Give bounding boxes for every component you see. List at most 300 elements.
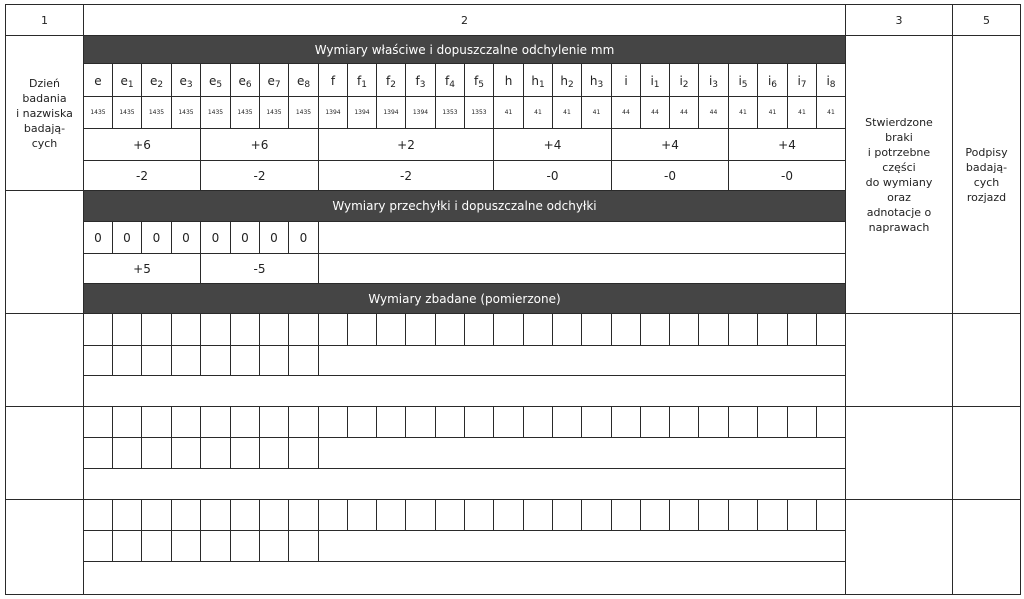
measured-deflection-cell[interactable]	[112, 530, 142, 562]
upper-tolerance-4	[611, 128, 729, 161]
nominal-value-6-text: 1435	[266, 109, 282, 116]
measured-value-cell[interactable]	[318, 313, 348, 346]
lower-tolerance-4	[611, 160, 729, 191]
measured-value-cell[interactable]	[288, 499, 319, 531]
symbol-subscript: 2	[682, 80, 689, 90]
measured-value-cell[interactable]	[405, 406, 436, 438]
lower-tolerance-3	[493, 160, 612, 191]
measured-value-cell[interactable]	[200, 499, 231, 531]
dimension-symbol-text	[797, 74, 806, 90]
measured-value-cell[interactable]	[611, 313, 641, 346]
measured-value-cell[interactable]	[787, 499, 817, 531]
lower-tolerance-2	[318, 160, 494, 191]
nominal-value-17	[581, 96, 612, 129]
dimension-symbol-text	[209, 74, 222, 90]
symbol-subscript: 1	[127, 80, 134, 90]
symbol-base: f	[445, 74, 450, 88]
measured-value-cell[interactable]	[552, 406, 582, 438]
dimension-symbol-text	[826, 74, 835, 90]
column-header-1-text: 1	[41, 13, 48, 27]
upper-tolerance-5-text: +4	[778, 137, 796, 152]
dimension-symbol-4	[200, 63, 231, 97]
lower-tolerance-1	[200, 160, 319, 191]
deflection-tolerance-0	[83, 253, 201, 284]
dimension-symbol-25	[816, 63, 846, 97]
nominal-value-12-text: 1353	[442, 109, 458, 116]
measured-deflection-cell[interactable]	[112, 437, 142, 469]
dimension-symbol-1	[112, 63, 142, 97]
section-title-own-dimensions-text: Wymiary właściwe i dopuszczalne odchylenie mm	[314, 42, 615, 57]
deflection-value-2-text: 0	[152, 230, 161, 245]
measurement-signature-cell-2[interactable]	[952, 499, 1021, 595]
measured-value-cell[interactable]	[523, 499, 553, 531]
measured-value-cell[interactable]	[347, 406, 377, 438]
dimension-symbol-12	[435, 63, 465, 97]
dimension-symbol-text	[357, 74, 367, 90]
deflection-value-3	[171, 221, 201, 254]
defects-notes-label-text: Stwierdzone braki i potrzebne części do wymiany oraz adnotacje o naprawach	[865, 115, 933, 234]
dimension-symbol-text	[331, 74, 335, 90]
measured-remarks-row[interactable]	[83, 468, 846, 500]
upper-tolerance-0	[83, 128, 201, 161]
upper-tolerance-2-text: +2	[397, 137, 415, 152]
deflection-value-0	[83, 221, 113, 254]
lower-tolerance-0-text: -2	[136, 168, 148, 183]
dimension-symbol-8	[318, 63, 348, 97]
dimension-symbol-15	[523, 63, 553, 97]
symbol-base: h	[531, 74, 539, 88]
measured-value-cell[interactable]	[552, 313, 582, 346]
symbol-base: e	[179, 74, 187, 88]
upper-tolerance-0-text: +6	[133, 137, 151, 152]
symbol-base: i	[624, 74, 628, 88]
measured-value-cell[interactable]	[464, 313, 494, 346]
measured-value-cell[interactable]	[141, 406, 172, 438]
measured-deflection-cell[interactable]	[259, 530, 289, 562]
measured-value-cell[interactable]	[112, 313, 142, 346]
measured-value-cell[interactable]	[435, 406, 465, 438]
deflection-tolerance-1	[200, 253, 319, 284]
measured-deflection-cell[interactable]	[259, 345, 289, 376]
symbol-base: i	[650, 74, 654, 88]
symbol-base: h	[504, 74, 513, 88]
upper-tolerance-4-text: +4	[661, 137, 679, 152]
measured-value-cell[interactable]	[376, 406, 406, 438]
nominal-value-16-text: 41	[563, 109, 571, 116]
dimension-symbol-20	[669, 63, 699, 97]
measured-value-cell[interactable]	[464, 499, 494, 531]
column-header-3	[845, 4, 953, 36]
symbol-subscript: 2	[390, 80, 396, 90]
nominal-value-19	[640, 96, 670, 129]
nominal-value-2	[141, 96, 172, 129]
deflection-value-4-text: 0	[211, 230, 220, 245]
symbol-base: e	[238, 74, 246, 88]
dimension-symbol-text	[179, 74, 192, 90]
nominal-value-11-text: 1394	[412, 109, 429, 116]
symbol-subscript: 5	[741, 80, 748, 90]
measured-value-cell[interactable]	[611, 406, 641, 438]
dimension-symbol-16	[552, 63, 582, 97]
deflection-value-6	[259, 221, 289, 254]
measured-deflection-cell[interactable]	[171, 345, 201, 376]
symbol-subscript: 3	[186, 80, 193, 90]
symbol-base: e	[149, 74, 158, 88]
dimension-symbol-text	[238, 74, 251, 90]
measured-value-cell[interactable]	[347, 499, 377, 531]
symbol-subscript: 5	[478, 80, 484, 90]
nominal-value-5-text: 1435	[237, 109, 253, 116]
measurement-date-cell-0[interactable]	[5, 313, 84, 407]
measured-remarks-row[interactable]	[83, 375, 846, 407]
measured-value-cell[interactable]	[698, 406, 729, 438]
nominal-value-3-text: 1435	[178, 109, 194, 116]
nominal-value-14	[493, 96, 524, 129]
measured-value-cell[interactable]	[728, 406, 758, 438]
dimension-symbol-text	[474, 74, 484, 90]
measured-deflection-cell[interactable]	[230, 437, 260, 469]
nominal-value-24-text: 41	[798, 109, 806, 116]
measured-value-cell[interactable]	[200, 313, 231, 346]
measured-remarks-row[interactable]	[83, 561, 846, 595]
measured-value-cell[interactable]	[698, 499, 729, 531]
lower-tolerance-4-text: -0	[664, 168, 676, 183]
nominal-value-15	[523, 96, 553, 129]
dimension-symbol-5	[230, 63, 260, 97]
nominal-value-1	[112, 96, 142, 129]
symbol-base: f	[415, 74, 420, 88]
measured-value-cell[interactable]	[640, 499, 670, 531]
measured-value-cell[interactable]	[230, 406, 260, 438]
nominal-value-6	[259, 96, 289, 129]
dimension-symbol-13	[464, 63, 494, 97]
measured-value-cell[interactable]	[112, 406, 142, 438]
upper-tolerance-3	[493, 128, 612, 161]
dimension-symbol-17	[581, 63, 612, 97]
nominal-value-11	[405, 96, 436, 129]
section-title-own-dimensions	[83, 35, 846, 64]
symbol-base: h	[560, 74, 568, 88]
measured-value-cell[interactable]	[171, 406, 201, 438]
symbol-subscript: 8	[829, 80, 836, 90]
measured-deflection-cell[interactable]	[171, 437, 201, 469]
measured-value-cell[interactable]	[171, 499, 201, 531]
measured-value-cell[interactable]	[376, 313, 406, 346]
deflection-value-7	[288, 221, 319, 254]
symbol-base: f	[357, 74, 362, 88]
measured-deflection-cell[interactable]	[259, 437, 289, 469]
measurement-notes-cell-1[interactable]	[845, 406, 953, 500]
nominal-value-14-text: 41	[504, 109, 513, 116]
dimension-symbol-text	[590, 74, 603, 90]
nominal-value-17-text: 41	[592, 109, 601, 116]
symbol-subscript: 8	[304, 80, 311, 90]
measured-value-cell[interactable]	[347, 313, 377, 346]
nominal-value-7-text: 1435	[295, 109, 312, 116]
nominal-value-12	[435, 96, 465, 129]
nominal-value-4-text: 1435	[207, 109, 224, 116]
measured-value-cell[interactable]	[435, 499, 465, 531]
measured-deflection-cell[interactable]	[112, 345, 142, 376]
measured-value-cell[interactable]	[640, 313, 670, 346]
deflection-value-6-text: 0	[270, 230, 278, 245]
measured-value-cell[interactable]	[669, 499, 699, 531]
nominal-value-0	[83, 96, 113, 129]
dimension-symbol-10	[376, 63, 406, 97]
deflection-value-1-text: 0	[123, 230, 131, 245]
measured-deflection-cell[interactable]	[141, 345, 172, 376]
measured-value-cell[interactable]	[728, 499, 758, 531]
symbol-base: i	[708, 74, 713, 88]
dimension-symbol-6	[259, 63, 289, 97]
nominal-value-19-text: 44	[651, 109, 659, 116]
nominal-value-16	[552, 96, 582, 129]
measured-value-cell[interactable]	[581, 499, 612, 531]
measured-deflection-cell[interactable]	[83, 345, 113, 376]
lower-tolerance-2-text: -2	[400, 168, 412, 183]
symbol-base: i	[738, 74, 742, 88]
dimension-symbol-text	[267, 74, 280, 90]
dimension-symbol-14	[493, 63, 524, 97]
dimension-symbol-text	[445, 74, 455, 90]
dimension-symbol-text	[94, 74, 101, 90]
measured-value-cell[interactable]	[83, 406, 113, 438]
measured-blank-area	[318, 345, 846, 376]
measured-deflection-cell[interactable]	[200, 530, 231, 562]
symbol-base: i	[679, 74, 683, 88]
measurement-notes-cell-0[interactable]	[845, 313, 953, 407]
measured-value-cell[interactable]	[83, 313, 113, 346]
dimension-symbol-text	[386, 74, 396, 90]
measured-value-cell[interactable]	[757, 499, 788, 531]
dimension-symbol-text	[297, 74, 310, 90]
deflection-tolerance-1-text: -5	[253, 261, 266, 276]
nominal-value-20-text: 44	[680, 109, 688, 116]
measured-value-cell[interactable]	[230, 313, 260, 346]
symbol-subscript: 5	[216, 80, 223, 90]
measurement-date-cell-1[interactable]	[5, 406, 84, 500]
symbol-base: e	[267, 74, 275, 88]
dimension-symbol-19	[640, 63, 670, 97]
measurement-signature-cell-0[interactable]	[952, 313, 1021, 407]
measured-value-cell[interactable]	[640, 406, 670, 438]
measured-value-cell[interactable]	[787, 313, 817, 346]
nominal-value-8	[318, 96, 348, 129]
measured-value-cell[interactable]	[405, 313, 436, 346]
nominal-value-10	[376, 96, 406, 129]
measured-value-cell[interactable]	[816, 499, 846, 531]
nominal-value-2-text: 1435	[148, 109, 165, 116]
nominal-value-18	[611, 96, 641, 129]
measurement-signature-cell-1[interactable]	[952, 406, 1021, 500]
symbol-subscript: 2	[567, 80, 574, 90]
section-title-deflections-text: Wymiary przechyłki i dopuszczalne odchyłki	[332, 199, 597, 213]
measured-value-cell[interactable]	[787, 406, 817, 438]
measured-value-cell[interactable]	[581, 313, 612, 346]
deflection-value-3-text: 0	[182, 230, 190, 245]
measured-value-cell[interactable]	[493, 313, 524, 346]
nominal-value-22	[728, 96, 758, 129]
measured-value-cell[interactable]	[698, 313, 729, 346]
measured-value-cell[interactable]	[405, 499, 436, 531]
upper-tolerance-1-text: +6	[250, 137, 269, 152]
nominal-value-3	[171, 96, 201, 129]
measured-deflection-cell[interactable]	[141, 530, 172, 562]
measured-value-cell[interactable]	[318, 499, 348, 531]
measured-value-cell[interactable]	[288, 406, 319, 438]
dimension-symbol-text	[531, 74, 544, 90]
measured-value-cell[interactable]	[83, 499, 113, 531]
measured-deflection-cell[interactable]	[288, 530, 319, 562]
dimension-symbol-22	[728, 63, 758, 97]
symbol-base: e	[296, 74, 305, 88]
measured-deflection-cell[interactable]	[83, 437, 113, 469]
nominal-value-9	[347, 96, 377, 129]
dimension-symbol-text	[650, 74, 659, 90]
nominal-value-25-text: 41	[827, 109, 835, 116]
dimension-symbol-9	[347, 63, 377, 97]
measured-value-cell[interactable]	[259, 499, 289, 531]
measured-value-cell[interactable]	[376, 499, 406, 531]
measured-value-cell[interactable]	[581, 406, 612, 438]
measured-value-cell[interactable]	[259, 313, 289, 346]
lower-tolerance-5-text: -0	[781, 168, 793, 183]
column-header-1	[5, 4, 84, 36]
measured-deflection-cell[interactable]	[200, 437, 231, 469]
measured-value-cell[interactable]	[552, 499, 582, 531]
symbol-base: e	[120, 74, 128, 88]
nominal-value-23-text: 41	[768, 109, 777, 116]
lower-tolerance-5	[728, 160, 846, 191]
measured-value-cell[interactable]	[230, 499, 260, 531]
measured-deflection-cell[interactable]	[288, 345, 319, 376]
measured-value-cell[interactable]	[816, 313, 846, 346]
measured-value-cell[interactable]	[141, 499, 172, 531]
deflection-value-7-text: 0	[299, 230, 308, 245]
symbol-subscript: 2	[157, 80, 164, 90]
symbol-subscript: 7	[274, 80, 281, 90]
measured-value-cell[interactable]	[318, 406, 348, 438]
measured-value-cell[interactable]	[523, 406, 553, 438]
measurement-notes-cell-2[interactable]	[845, 499, 953, 595]
measured-deflection-cell[interactable]	[288, 437, 319, 469]
measured-value-cell[interactable]	[757, 313, 788, 346]
measured-value-cell[interactable]	[669, 313, 699, 346]
symbol-base: e	[94, 74, 102, 88]
measured-value-cell[interactable]	[200, 406, 231, 438]
measured-deflection-cell[interactable]	[171, 530, 201, 562]
deflection-tolerance-blank	[318, 253, 846, 284]
deflection-tolerance-0-text: +5	[133, 261, 151, 276]
dimension-symbol-text	[768, 74, 777, 90]
inspection-date-names-label	[5, 35, 84, 191]
measured-value-cell[interactable]	[523, 313, 553, 346]
dimension-symbol-2	[141, 63, 172, 97]
deflection-value-5-text: 0	[241, 230, 249, 245]
measured-blank-area	[318, 437, 846, 469]
symbol-subscript: 1	[361, 80, 367, 90]
measurement-date-cell-2[interactable]	[5, 499, 84, 595]
nominal-value-1-text: 1435	[119, 109, 135, 116]
dimension-symbol-3	[171, 63, 201, 97]
signatures-label	[952, 35, 1021, 314]
symbol-subscript: 3	[597, 80, 604, 90]
measured-value-cell[interactable]	[288, 313, 319, 346]
measured-blank-area	[318, 530, 846, 562]
symbol-base: f	[386, 74, 391, 88]
dimension-symbol-text	[416, 74, 426, 90]
nominal-value-25	[816, 96, 846, 129]
measured-deflection-cell[interactable]	[230, 530, 260, 562]
measured-value-cell[interactable]	[112, 499, 142, 531]
symbol-subscript: 6	[771, 80, 778, 90]
measured-deflection-cell[interactable]	[141, 437, 172, 469]
lower-tolerance-0	[83, 160, 201, 191]
nominal-value-13-text: 1353	[471, 109, 487, 116]
symbol-base: i	[767, 74, 772, 88]
deflection-value-1	[112, 221, 142, 254]
column-header-3-text: 3	[895, 13, 903, 27]
upper-tolerance-5	[728, 128, 846, 161]
measured-value-cell[interactable]	[611, 499, 641, 531]
section-title-measured-text: Wymiary zbadane (pomierzone)	[368, 291, 561, 306]
symbol-base: i	[797, 74, 801, 88]
measured-deflection-cell[interactable]	[83, 530, 113, 562]
upper-tolerance-1	[200, 128, 319, 161]
nominal-value-15-text: 41	[534, 109, 542, 116]
dimension-symbol-23	[757, 63, 788, 97]
dimension-symbol-18	[611, 63, 641, 97]
dimension-symbol-0	[83, 63, 113, 97]
measured-value-cell[interactable]	[493, 499, 524, 531]
nominal-value-8-text: 1394	[325, 109, 341, 116]
dimension-symbol-text	[120, 74, 133, 90]
nominal-value-7	[288, 96, 319, 129]
dimension-symbol-text	[505, 74, 513, 90]
symbol-base: i	[826, 74, 830, 88]
upper-tolerance-2	[318, 128, 494, 161]
deflection-value-2	[141, 221, 172, 254]
nominal-value-0-text: 1435	[90, 109, 106, 116]
measured-value-cell[interactable]	[816, 406, 846, 438]
measured-deflection-cell[interactable]	[200, 345, 231, 376]
measured-value-cell[interactable]	[493, 406, 524, 438]
symbol-base: h	[589, 74, 598, 88]
measured-value-cell[interactable]	[435, 313, 465, 346]
symbol-subscript: 1	[653, 80, 660, 90]
measured-value-cell[interactable]	[259, 406, 289, 438]
measured-value-cell[interactable]	[757, 406, 788, 438]
measured-value-cell[interactable]	[728, 313, 758, 346]
defects-notes-label	[845, 35, 953, 314]
dimension-symbol-text	[560, 74, 573, 90]
symbol-base: f	[330, 74, 336, 88]
measured-value-cell[interactable]	[141, 313, 172, 346]
measured-deflection-cell[interactable]	[230, 345, 260, 376]
dimension-symbol-text	[624, 74, 627, 90]
measured-value-cell[interactable]	[464, 406, 494, 438]
measured-value-cell[interactable]	[669, 406, 699, 438]
column-header-5	[952, 4, 1021, 36]
dimension-symbol-11	[405, 63, 436, 97]
nominal-value-9-text: 1394	[354, 109, 370, 116]
inspection-date-blank-cell[interactable]	[5, 190, 84, 314]
measured-value-cell[interactable]	[171, 313, 201, 346]
nominal-value-13	[464, 96, 494, 129]
nominal-value-23	[757, 96, 788, 129]
deflection-value-4	[200, 221, 231, 254]
nominal-value-18-text: 44	[622, 109, 630, 116]
